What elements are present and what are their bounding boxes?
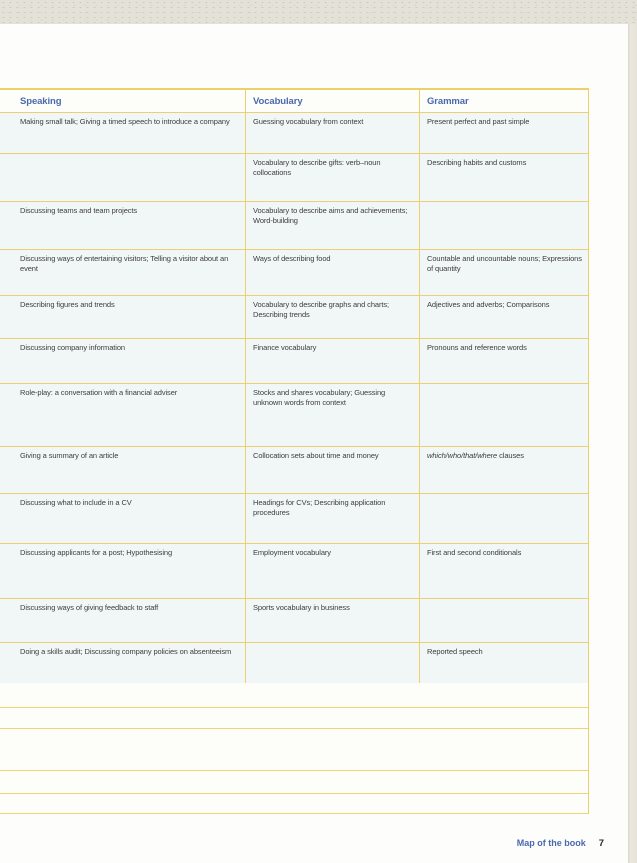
speaking-cell: Discussing ways of giving feedback to staff <box>13 599 246 642</box>
cutoff-cell <box>0 202 14 249</box>
speaking-cell: Discussing company information <box>13 339 246 383</box>
cutoff-column-header-cell <box>0 90 14 112</box>
speaking-cell: Role-play: a conversation with a financial adviser <box>13 384 246 446</box>
table-row <box>0 296 588 339</box>
speaking-column-header: Speaking <box>13 90 246 112</box>
cutoff-cell <box>0 250 14 295</box>
page-edge-shadow <box>628 24 637 863</box>
speaking-cell: Discussing ways of entertaining visitors; Telling a visitor about an event <box>13 250 246 295</box>
table-header-row <box>0 90 588 113</box>
table-row <box>0 250 588 296</box>
vocabulary-cell: Finance vocabulary <box>246 339 420 383</box>
cutoff-cell <box>0 113 14 153</box>
speaking-cell <box>13 154 246 201</box>
speaking-cell: Discussing applicants for a post; Hypothesising <box>13 544 246 598</box>
grammar-cell <box>420 202 588 249</box>
vocabulary-cell: Ways of describing food <box>246 250 420 295</box>
table-row <box>0 643 588 685</box>
page-footer <box>440 838 604 849</box>
grammar-cell <box>420 447 588 493</box>
table-row <box>0 447 588 494</box>
cutoff-cell <box>0 296 14 338</box>
grammar-cell: Countable and uncountable nouns; Expressions of quantity <box>420 250 588 295</box>
grammar-cell: Reported speech <box>420 643 588 684</box>
speaking-cell: Discussing what to include in a CV <box>13 494 246 543</box>
grammar-regular-text: clauses <box>497 451 524 460</box>
table-row <box>0 202 588 250</box>
vocabulary-cell: Collocation sets about time and money <box>246 447 420 493</box>
vocabulary-cell: Vocabulary to describe gifts: verb–noun collocations <box>246 154 420 201</box>
map-of-the-book-table <box>0 88 589 685</box>
cutoff-cell <box>0 643 14 684</box>
scanner-background-strip <box>0 0 637 24</box>
table-row <box>0 154 588 202</box>
grammar-cell: First and second conditionals <box>420 544 588 598</box>
vocabulary-cell: Vocabulary to describe aims and achievements; Word-building <box>246 202 420 249</box>
table-row <box>0 113 588 154</box>
vocabulary-cell: Headings for CVs; Describing application procedures <box>246 494 420 543</box>
table-row <box>0 384 588 447</box>
empty-ruled-rows-section <box>0 683 589 814</box>
cutoff-cell <box>0 339 14 383</box>
vocabulary-cell: Sports vocabulary in business <box>246 599 420 642</box>
cutoff-cell <box>0 154 14 201</box>
grammar-cell: Present perfect and past simple <box>420 113 588 153</box>
vocabulary-cell: Guessing vocabulary from context <box>246 113 420 153</box>
grammar-cell <box>420 494 588 543</box>
table-row <box>0 339 588 384</box>
page-number: 7 <box>598 838 604 849</box>
cutoff-cell <box>0 447 14 493</box>
footer-section-label: Map of the book <box>516 838 586 848</box>
cutoff-cell <box>0 494 14 543</box>
empty-row <box>0 708 588 729</box>
empty-row <box>0 771 588 794</box>
empty-row <box>0 729 588 771</box>
cutoff-cell <box>0 544 14 598</box>
vocabulary-cell: Stocks and shares vocabulary; Guessing unknown words from context <box>246 384 420 446</box>
cutoff-cell <box>0 599 14 642</box>
speaking-cell: Describing figures and trends <box>13 296 246 338</box>
vocabulary-cell: Vocabulary to describe graphs and charts; Describing trends <box>246 296 420 338</box>
speaking-cell: Discussing teams and team projects <box>13 202 246 249</box>
speaking-cell: Doing a skills audit; Discussing company policies on absenteeism <box>13 643 246 684</box>
grammar-cell: Adjectives and adverbs; Comparisons <box>420 296 588 338</box>
grammar-column-header: Grammar <box>420 90 588 112</box>
speaking-cell: Giving a summary of an article <box>13 447 246 493</box>
grammar-cell: Pronouns and reference words <box>420 339 588 383</box>
speaking-cell: Making small talk; Giving a timed speech to introduce a company <box>13 113 246 153</box>
table-row <box>0 544 588 599</box>
grammar-cell <box>420 599 588 642</box>
vocabulary-cell <box>246 643 420 684</box>
empty-row <box>0 794 588 814</box>
cutoff-cell <box>0 384 14 446</box>
empty-row <box>0 683 588 708</box>
vocabulary-cell: Employment vocabulary <box>246 544 420 598</box>
table-row <box>0 494 588 544</box>
vocabulary-column-header: Vocabulary <box>246 90 420 112</box>
grammar-cell: Describing habits and customs <box>420 154 588 201</box>
grammar-cell <box>420 384 588 446</box>
grammar-italic-text: which/who/that/where <box>427 451 498 460</box>
table-row <box>0 599 588 643</box>
